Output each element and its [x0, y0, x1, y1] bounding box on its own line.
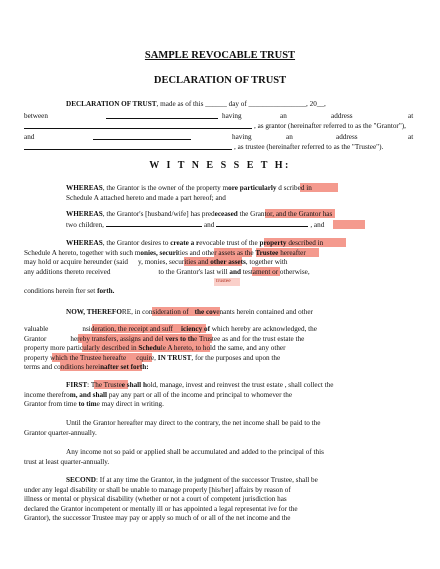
text-run: terms and — [24, 363, 53, 371]
text-run: , the Grantor's [husband/wife] has pred — [102, 210, 215, 218]
text-run: old, manage, invest and reinvest the trust estate , shall collect the — [146, 381, 334, 389]
paragraph-3-line-4 — [24, 268, 310, 277]
paragraph-2-line-1 — [66, 210, 332, 219]
at-label-1: at — [408, 112, 414, 120]
paragraph-4-line-5 — [24, 354, 280, 363]
address-label-1: address — [331, 112, 353, 120]
text-run: Trustee — [255, 249, 279, 257]
an-label-2: an — [286, 133, 293, 141]
document-subtitle: DECLARATION OF TRUST — [153, 75, 287, 86]
having-label-2: having — [232, 133, 252, 141]
text-run: forth. — [97, 287, 115, 295]
text-run: h: — [142, 363, 149, 371]
text-run: cquire, — [136, 354, 156, 362]
text-run: , for the purposes and upon the — [191, 354, 281, 362]
paragraph-3-line-1 — [66, 239, 323, 248]
text-run: more particularly described i — [50, 344, 133, 352]
text-run: evocable trust of the — [199, 239, 258, 247]
text-run: and — [203, 221, 215, 229]
paragraph-7-line-1: Any income not so paid or applied shall be accumulated and added to the principal of this — [66, 448, 324, 456]
paragraph-4-line-2 — [24, 325, 317, 334]
paragraph-4-line-6 — [24, 363, 149, 372]
paragraph-2-line-2 — [66, 220, 324, 230]
trustee-reference: , as trustee (hereinafter referred to as the "Trustee"). — [234, 143, 384, 151]
paragraph-4-line-3 — [24, 335, 304, 344]
text-run: any additions thereto received — [24, 268, 111, 276]
text-run: which hereby are acknowledged, the — [211, 325, 317, 333]
text-run: other assets — [210, 258, 246, 266]
paragraph-8-line-5: Grantor), the successor Trustee may pay or apply so much of or all of the net income and the — [24, 514, 291, 522]
text-run: income therefro — [24, 391, 70, 399]
text-run: , together with — [245, 258, 288, 266]
grantor-address-blank — [24, 122, 252, 132]
trustee-annotation: trustee — [216, 278, 231, 284]
and-label-1: and — [24, 133, 35, 141]
paragraph-5-line-1 — [66, 381, 333, 390]
text-run: : The Truste — [87, 381, 122, 389]
trustee-name-blank — [93, 133, 191, 143]
text-run: property — [259, 239, 287, 247]
paragraph-8-line-4: declared the Grantor incompetent or mentally ill or has appointed a legal representat ive for the — [24, 505, 298, 513]
paragraph-1-line-2: Schedule A attached hereto and made a part hereof; and — [66, 194, 226, 202]
text-run: valuable — [24, 325, 49, 333]
text-run: ties and other assets as the — [177, 249, 254, 257]
text-run: onies, securi — [140, 249, 178, 257]
paragraph-5-line-3 — [24, 400, 164, 409]
whereas-lead: WHEREAS — [66, 184, 103, 192]
text-run: RE, in consideration of — [121, 308, 189, 316]
paragraph-5-line-2 — [24, 391, 292, 400]
paragraph-4-line-4 — [24, 344, 286, 353]
text-run: y, monies, securities and — [137, 258, 209, 266]
text-run: e shall h — [121, 381, 147, 389]
first-lead: FIRST — [66, 381, 88, 389]
text-run: d scribed in — [276, 184, 312, 192]
paragraph-4-line-1 — [66, 308, 313, 317]
text-run: e may direct in writing. — [96, 400, 164, 408]
paragraph-8-line-3: illness or mental or physical disability (whether or not a court of competent jurisdiction has — [24, 495, 287, 503]
text-run: may hold or acquire hereunder (said — [24, 258, 128, 266]
between-label: between — [24, 112, 48, 120]
text-run: testament or otherwise, — [242, 268, 310, 276]
paragraph-6-line-1: Until the Grantor hereafter may direct to the contrary, the net income shall be paid to the — [66, 419, 321, 427]
document-title: SAMPLE REVOCABLE TRUST — [144, 50, 296, 61]
paragraph-3-line-3 — [24, 258, 288, 267]
text-run: , and — [310, 221, 325, 229]
text-run: n — [132, 344, 137, 352]
text-run: Grantor — [24, 335, 47, 343]
text-run: IN TRUST — [157, 354, 192, 362]
text-run: ore particularly — [228, 184, 277, 192]
text-run: last will — [204, 268, 228, 276]
now-therefore-lead: NOW, THEREFO — [66, 308, 122, 316]
declaration-line-1 — [66, 100, 326, 109]
text-run: and — [229, 268, 241, 276]
text-run: the cov — [194, 308, 217, 316]
text-run: property — [24, 344, 49, 352]
text-run: Grantor from time — [24, 400, 77, 408]
text-run: nsideration, the receipt and suff — [82, 325, 174, 333]
paragraph-6-line-2: Grantor quarter-annually. — [24, 429, 97, 437]
paragraph-1-line-1 — [66, 184, 312, 193]
at-label-2: at — [408, 133, 414, 141]
text-run: iciency of — [181, 325, 210, 333]
text-run: property — [24, 354, 49, 362]
text-run: : If at any time the Grantor, in the judgment of the successor Trustee, shall be — [95, 476, 318, 484]
having-label-1: having — [222, 112, 242, 120]
trustee-address-blank — [24, 143, 232, 153]
text-run: nafter set fort — [100, 363, 143, 371]
text-run: create a r — [170, 239, 200, 247]
text-run: le A hereto, to hold the same, and any other — [160, 344, 286, 352]
text-run: pay any part or all of the income and principal to whomever the — [107, 391, 293, 399]
grantor-name-blank — [106, 112, 218, 122]
whereas-lead: WHEREAS — [66, 239, 103, 247]
text-run: vers to th — [165, 335, 195, 343]
text-run: the Grantor, and the Grantor has — [237, 210, 333, 218]
declaration-lead: DECLARATION OF TRUST — [66, 100, 157, 108]
text-run: Schedu — [138, 344, 161, 352]
paragraph-8-line-2: under any legal disability or shall be unable to manage properly [his/her] affairs by reason of — [24, 486, 291, 494]
text-run: to the Grantor's — [158, 268, 203, 276]
text-run: hereafter — [280, 249, 306, 257]
witnesseth-heading: W I T N E S S E T H: — [149, 160, 291, 171]
text-run: e Trustee as and for the trust estate the — [194, 335, 305, 343]
text-run: eceased — [214, 210, 238, 218]
text-run: , the Grantor desires to — [102, 239, 169, 247]
text-run: conditions herein fter set — [24, 287, 96, 295]
text-run: hereby transfers, assigns and del — [70, 335, 164, 343]
text-run: enants herein contained and other — [216, 308, 313, 316]
text-run: two children, — [66, 221, 104, 229]
text-run: m, and shall — [69, 391, 108, 399]
paragraph-3-line-5 — [24, 287, 114, 296]
paragraph-8-line-1 — [66, 476, 318, 485]
text-run: Schedule A hereto, together with such m — [24, 249, 141, 257]
grantor-reference: , as grantor (hereinafter referred to as the "Grantor"), — [254, 122, 406, 130]
text-run: which the Trustee hereafte — [50, 354, 127, 362]
text-run: , the Grantor is the owner of the property m — [102, 184, 229, 192]
text-run: described in — [288, 239, 324, 247]
an-label-1: an — [280, 112, 287, 120]
highlight-mark — [333, 220, 365, 229]
paragraph-7-line-2: trust at least quarter-annually. — [24, 458, 110, 466]
text-run: to tim — [78, 400, 97, 408]
paragraph-3-line-2 — [24, 249, 306, 258]
declaration-date-text: , made as of this ______ day of ________________, 20__, — [156, 100, 326, 108]
address-label-2: address — [336, 133, 358, 141]
second-lead: SECOND — [66, 476, 96, 484]
whereas-lead: WHEREAS — [66, 210, 103, 218]
text-run: conditions herei — [53, 363, 101, 371]
